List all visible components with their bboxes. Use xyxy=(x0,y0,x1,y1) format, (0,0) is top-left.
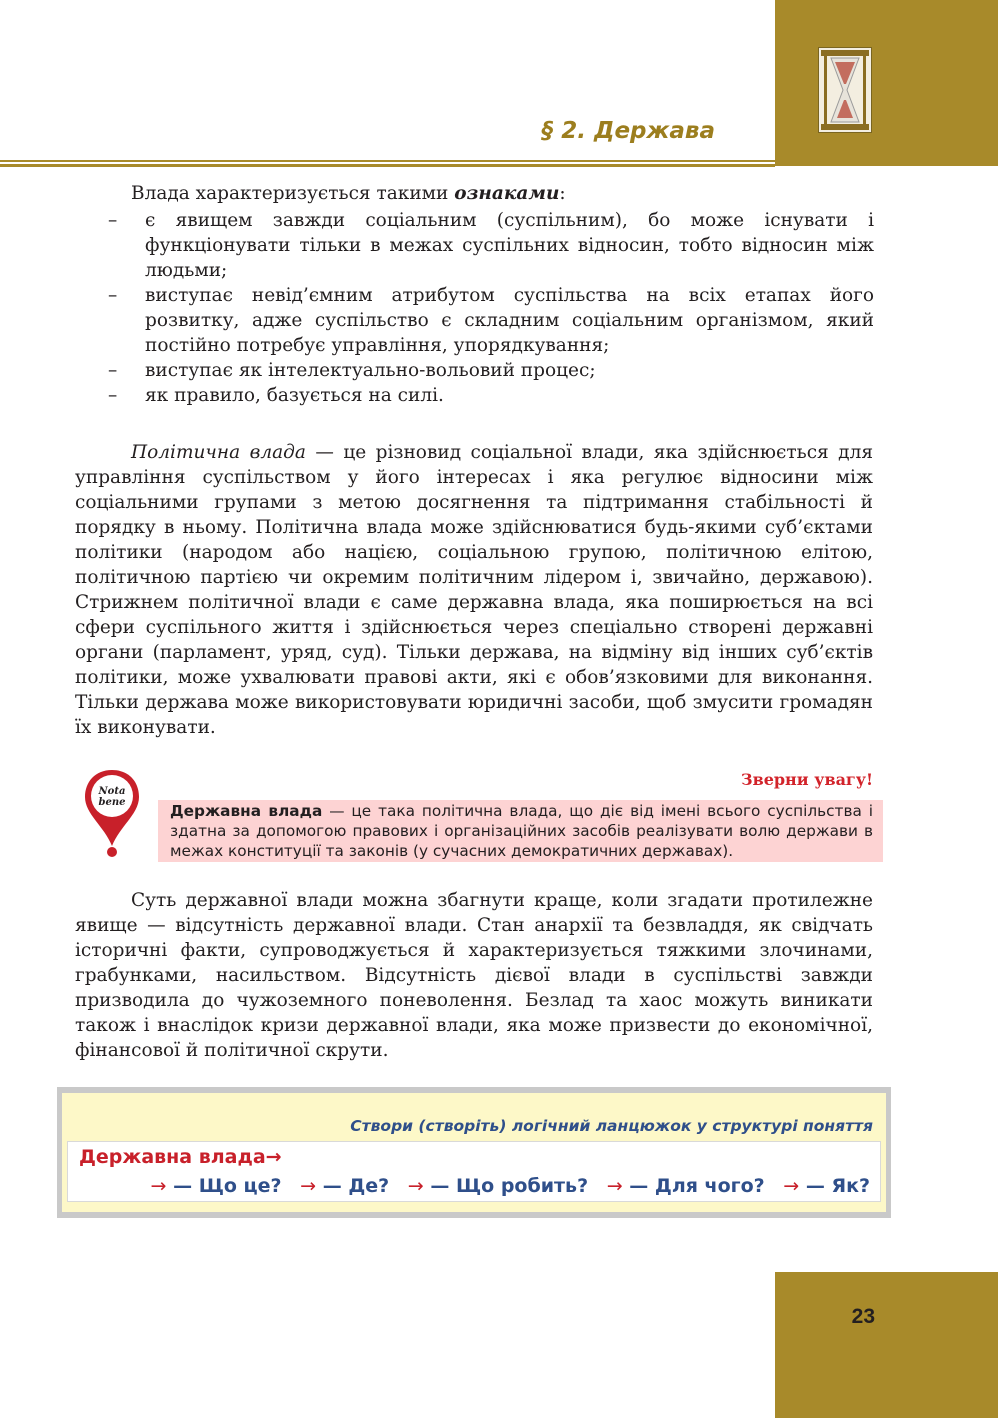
arrow-icon: → xyxy=(300,1175,317,1197)
features-intro: Влада характеризується такими ознаками: xyxy=(131,183,566,204)
chain-step: → — Як? xyxy=(783,1175,870,1197)
arrow-icon: → xyxy=(783,1175,800,1197)
footer-gold-block xyxy=(775,1272,998,1418)
nota-bene-icon xyxy=(82,768,142,858)
definition-term: Державна влада xyxy=(170,802,323,820)
header-rule xyxy=(0,164,775,167)
chain-steps xyxy=(120,1175,870,1197)
section-title: § 2. Держава xyxy=(541,118,715,144)
task-title: Створи (створіть) логічний ланцюжок у структурі поняття xyxy=(350,1117,873,1135)
attention-label: Зверни увагу! xyxy=(741,770,873,789)
essence-paragraph: Суть державної влади можна збагнути краще, коли згадати протилежне явище — відсутність державної влади. Стан анархії та безвладдя, як свідчать історичні факти, супроводжується й характеризується тяжкими злочинами, грабунками, насильством. Відсутність дієвої влади в суспільстві завжди призводила до чужоземного поневолення. Безлад та хаос можуть виникати також і внаслідок кризи державної влади, яка може призвести до економічної, фінансової й політичної скрути. xyxy=(75,890,873,1061)
svg-text:bene: bene xyxy=(98,797,126,808)
chain-step: → — Для чого? xyxy=(606,1175,765,1197)
features-list xyxy=(108,208,874,408)
chain-step: → — Де? xyxy=(300,1175,390,1197)
list-item: – є явищем завжди соціальним (суспільним), бо може існувати і функціонувати тільки в межах суспільних відносин, тобто відносин між людьми; xyxy=(108,210,874,281)
chain-step: → — Що робить? xyxy=(407,1175,589,1197)
definition-box: Державна влада — це така політична влада, що діє від імені всього суспільства і здатна за допомогою правових і організаційних засобів реалізувати волю держави в межах конституції та законів (у сучасних демократичних державах). xyxy=(158,800,883,862)
arrow-icon: → xyxy=(265,1146,282,1168)
chain-step: → — Що це? xyxy=(150,1175,282,1197)
arrow-icon: → xyxy=(407,1175,424,1197)
header-gold-block xyxy=(775,0,998,166)
header-rule xyxy=(0,160,775,162)
arrow-icon: → xyxy=(606,1175,623,1197)
political-power-term: Політична влада xyxy=(131,442,306,463)
political-power-paragraph: Політична влада — це різновид соціальної влади, яка здійснюється для управління суспільством у його інтересах і яка регулює відносини між соціальними групами з метою досягнення та підтримання стабільності й порядку в ньому. Політична влада може здійснюватися будь-якими суб’єктами політики (народом або нацією, соціальною групою, політичною елітою, політичною партією чи окремим політичним лідером і, звичайно, державою). Стрижнем політичної влади є саме державна влада, яка поширюється на всі сфери суспільного життя і здійснюється через спеціально створені державні органи (парламент, уряд, суд). Тільки держава, на відміну від інших суб’єктів політики, може ухвалювати правові акти, які є обов’язковими для виконання. Тільки держава може використовувати юридичні засоби, щоб змусити громадян їх виконувати. xyxy=(75,442,873,738)
chain-head: Державна влада→ xyxy=(79,1146,282,1168)
arrow-icon: → xyxy=(150,1175,167,1197)
hourglass-icon xyxy=(818,47,872,133)
page-number: 23 xyxy=(851,1305,875,1328)
list-item: – виступає невід’ємним атрибутом суспільства на всіх етапах його розвитку, адже суспільство є складним соціальним організмом, який постійно потребує управління, упорядкування; xyxy=(108,285,874,356)
list-item: – як правило, базується на силі. xyxy=(108,385,444,406)
list-item: – виступає як інтелектуально-вольовий процес; xyxy=(108,360,596,381)
svg-text:Nota: Nota xyxy=(98,786,126,797)
features-intro-bold: ознаками xyxy=(454,183,560,204)
